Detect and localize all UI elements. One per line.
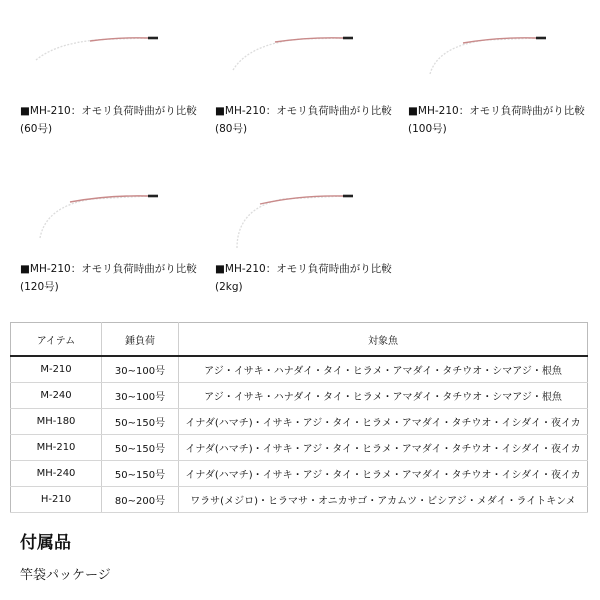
accessories-heading: 付属品 [20, 533, 71, 553]
cell-item: MH-180 [11, 409, 102, 435]
cell-fish: イナダ(ハマチ)・イサキ・アジ・タイ・ヒラメ・アマダイ・タチウオ・イシダイ・夜イカ [179, 409, 588, 435]
figure-caption: ■MH-210：オモリ負荷時曲がり比較 [215, 263, 392, 275]
cell-load: 50~150号 [102, 435, 179, 461]
cell-item: MH-210 [11, 435, 102, 461]
bend-figure-120 [20, 166, 200, 296]
figure-load-label: (100号) [408, 123, 447, 135]
header-item: アイテム [11, 323, 102, 357]
cell-item: M-210 [11, 356, 102, 383]
table-row [11, 435, 588, 461]
figure-load-label: (80号) [215, 123, 248, 135]
figure-caption: ■MH-210：オモリ負荷時曲がり比較 [215, 105, 392, 117]
cell-item: MH-240 [11, 461, 102, 487]
bend-figure-2kg [215, 166, 395, 296]
rod-bend-image [20, 8, 200, 98]
rod-bend-image [20, 166, 200, 256]
figure-caption: ■MH-210：オモリ負荷時曲がり比較 [20, 263, 197, 275]
table-row [11, 383, 588, 409]
figure-load-label: (120号) [20, 281, 59, 293]
cell-load: 30~100号 [102, 356, 179, 383]
cell-load: 50~150号 [102, 461, 179, 487]
figure-load-label: (2kg) [215, 281, 243, 293]
table-row [11, 409, 588, 435]
cell-fish: ワラサ(メジロ)・ヒラマサ・オニカサゴ・アカムツ・ビシアジ・メダイ・ライトキンメ [179, 487, 588, 513]
table-header-row [11, 323, 588, 357]
cell-item: M-240 [11, 383, 102, 409]
bend-figure-100 [408, 8, 588, 138]
table-row [11, 461, 588, 487]
table-row [11, 356, 588, 383]
rod-bend-image [408, 8, 588, 98]
spec-table [10, 322, 588, 513]
bend-figure-80 [215, 8, 395, 138]
cell-fish: イナダ(ハマチ)・イサキ・アジ・タイ・ヒラメ・アマダイ・タチウオ・イシダイ・夜イカ [179, 435, 588, 461]
cell-load: 80~200号 [102, 487, 179, 513]
cell-fish: アジ・イサキ・ハナダイ・タイ・ヒラメ・アマダイ・タチウオ・シマアジ・根魚 [179, 356, 588, 383]
cell-item: H-210 [11, 487, 102, 513]
cell-load: 50~150号 [102, 409, 179, 435]
figure-caption: ■MH-210：オモリ負荷時曲がり比較 [408, 105, 585, 117]
rod-bend-image [215, 166, 395, 256]
cell-load: 30~100号 [102, 383, 179, 409]
cell-fish: イナダ(ハマチ)・イサキ・アジ・タイ・ヒラメ・アマダイ・タチウオ・イシダイ・夜イカ [179, 461, 588, 487]
bend-figure-60 [20, 8, 200, 138]
header-target-fish: 対象魚 [179, 323, 588, 357]
accessory-item: 竿袋パッケージ [20, 568, 111, 583]
figure-load-label: (60号) [20, 123, 53, 135]
cell-fish: アジ・イサキ・ハナダイ・タイ・ヒラメ・アマダイ・タチウオ・シマアジ・根魚 [179, 383, 588, 409]
rod-bend-image [215, 8, 395, 98]
figure-caption: ■MH-210：オモリ負荷時曲がり比較 [20, 105, 197, 117]
table-row [11, 487, 588, 513]
header-sinker-load: 錘負荷 [102, 323, 179, 357]
